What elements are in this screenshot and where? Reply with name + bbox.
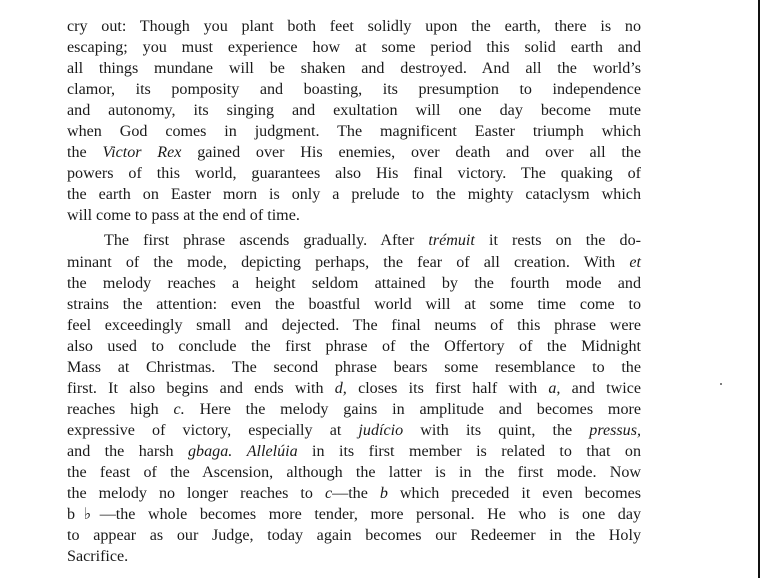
text-segment: cry out: Though you plant both feet solidly upon the earth, there is no [67,18,641,35]
text-line [67,142,641,163]
text-segment: the [67,144,103,162]
italic-text: gbaga. [188,442,233,460]
text-line [67,252,641,273]
italic-text: b [379,485,388,503]
text-segment: and twice [560,379,642,397]
text-segment: when God comes in judgment. The magnificent Easter triumph which [67,123,641,141]
text-segment: Mass at Christmas. The second phrase bears some resemblance to the [67,358,641,376]
text-line [67,378,641,399]
italic-text: et [629,253,641,271]
text-segment: clamor, its pomposity and boasting, its presumption to independence [67,81,641,99]
italic-text: Allelúia [246,442,298,460]
text-line [67,205,641,226]
text-segment: which preceded it even becomes [387,485,641,503]
paragraph-2 [67,230,641,567]
text-segment: and autonomy, its singing and exultation will one day become mute [67,102,641,120]
italic-text: c [324,485,333,503]
text-segment: escaping; you must experience how at some period this solid earth and [67,39,641,57]
text-line [67,37,641,58]
text-segment: Sacrifice. [67,548,129,566]
text-line [67,100,641,121]
text-segment: to appear as our Judge, today again becomes our Redeemer in the Holy [67,527,641,545]
text-line [67,441,641,462]
italic-text: Victor Rex [102,144,182,162]
text-line [67,357,641,378]
text-segment: the feast of the Ascension, although the latter is in the first mode. Now [67,463,641,481]
text-segment: it rests on the do- [474,232,641,250]
text-segment: the melody reaches a height seldom attained by the fourth mode and [67,274,641,292]
text-line [67,58,641,79]
text-line [67,315,641,336]
italic-text: trémuit [428,232,475,250]
text-segment: The first phrase ascends gradually. After [104,232,429,250]
text-line [67,336,641,357]
text-line [67,462,641,483]
text-segment: strains the attention: even the boastful world will at some time come to [67,295,641,313]
text-segment [232,443,246,460]
text-segment: in its first member is related to that on [297,442,641,460]
text-line [67,16,641,37]
text-line [67,399,641,420]
text-line [67,420,641,441]
text-line [67,504,641,525]
italic-text: c. [173,400,185,418]
text-line [67,230,641,251]
text-segment: expressive of victory, especially at [67,421,359,439]
text-segment: with its quint, the [403,421,590,439]
text-segment: minant of the mode, depicting perhaps, the fear of all creation. With [67,253,630,271]
text-segment: gained over His enemies, over death and over all the [181,144,641,162]
italic-text: ♭ [75,506,100,524]
text-line [67,294,641,315]
text-line [67,79,641,100]
text-line [67,483,641,504]
italic-text: d, [334,379,347,397]
text-line [67,184,641,205]
text-line [67,525,641,546]
text-segment: —the [332,485,380,503]
paragraph-1 [67,16,641,226]
text-segment: feel exceedingly small and dejected. The final neums of this phrase were [67,316,641,334]
italic-text: judício [358,421,404,439]
text-segment: and the harsh [67,442,188,460]
text-segment: closes its first half with [346,379,549,397]
text-segment: Here the melody gains in amplitude and becomes more [184,400,641,418]
margin-speck [720,383,722,385]
italic-text: a, [548,379,561,397]
italic-text: pressus, [589,421,641,439]
text-line [67,163,641,184]
text-segment: the earth on Easter morn is only a prelude to the mighty cataclysm which [67,186,641,204]
text-segment: will come to pass at the end of time. [67,207,300,225]
text-segment: reaches high [67,400,174,418]
body-text [67,16,641,567]
text-line [67,273,641,294]
text-line [67,121,641,142]
text-line [67,546,641,567]
text-segment: powers of this world, guarantees also His final victory. The quaking of [67,165,641,183]
text-segment: the melody no longer reaches to [67,485,325,503]
text-segment: first. It also begins and ends with [67,379,335,397]
text-segment: —the whole becomes more tender, more personal. He who is one day [99,506,642,524]
text-segment: b [67,506,76,524]
text-segment: also used to conclude the first phrase of the Offertory of the Midnight [67,337,641,355]
text-segment: all things mundane will be shaken and destroyed. And all the world’s [67,60,641,78]
